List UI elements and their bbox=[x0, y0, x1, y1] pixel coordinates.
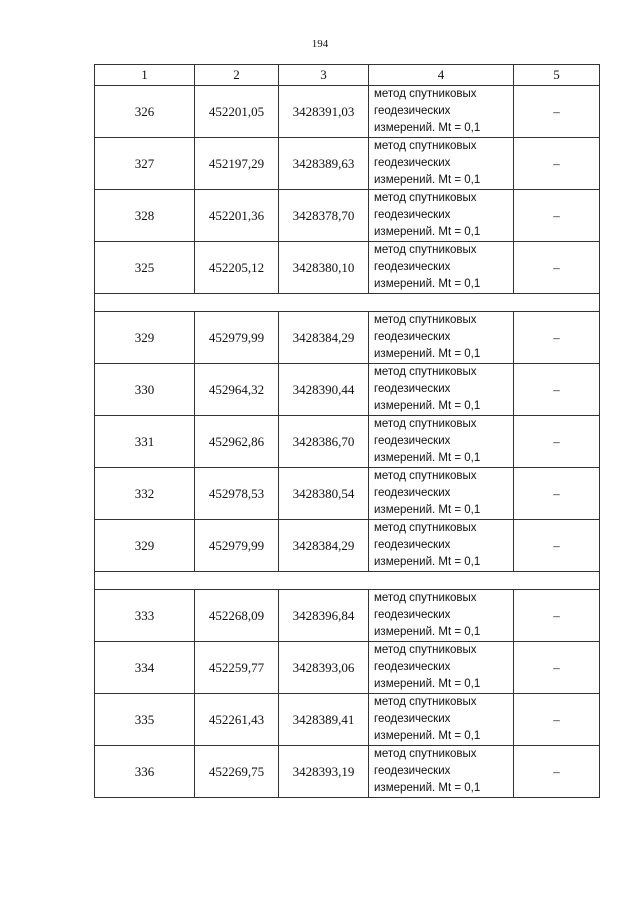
point-number-cell: 332 bbox=[95, 468, 195, 520]
y-coordinate-cell: 3428389,63 bbox=[279, 138, 369, 190]
method-line: метод спутниковых bbox=[374, 418, 477, 430]
method-cell bbox=[369, 642, 514, 694]
method-line: метод спутниковых bbox=[374, 192, 477, 204]
method-line: геодезических bbox=[374, 609, 451, 621]
x-coordinate-cell: 452261,43 bbox=[195, 694, 279, 746]
note-cell: – bbox=[514, 364, 600, 416]
table-body bbox=[95, 86, 600, 798]
method-line: геодезических bbox=[374, 435, 451, 447]
table-row bbox=[95, 520, 600, 572]
y-coordinate-cell: 3428380,54 bbox=[279, 468, 369, 520]
x-coordinate-cell: 452979,99 bbox=[195, 312, 279, 364]
method-cell bbox=[369, 416, 514, 468]
method-line: измерений. Mt = 0,1 bbox=[374, 174, 481, 186]
method-cell bbox=[369, 190, 514, 242]
method-line: метод спутниковых bbox=[374, 88, 477, 100]
method-line: метод спутниковых bbox=[374, 748, 477, 760]
header-col-3: 3 bbox=[279, 65, 369, 86]
x-coordinate-cell: 452201,36 bbox=[195, 190, 279, 242]
table-row bbox=[95, 312, 600, 364]
method-line: метод спутниковых bbox=[374, 592, 477, 604]
separator-cell bbox=[95, 294, 600, 312]
method-line: измерений. Mt = 0,1 bbox=[374, 782, 481, 794]
method-line: геодезических bbox=[374, 383, 451, 395]
x-coordinate-cell: 452979,99 bbox=[195, 520, 279, 572]
y-coordinate-cell: 3428391,03 bbox=[279, 86, 369, 138]
method-line: измерений. Mt = 0,1 bbox=[374, 122, 481, 134]
table-row bbox=[95, 364, 600, 416]
method-cell bbox=[369, 242, 514, 294]
method-line: метод спутниковых bbox=[374, 644, 477, 656]
table-row bbox=[95, 694, 600, 746]
x-coordinate-cell: 452259,77 bbox=[195, 642, 279, 694]
page-number: 194 bbox=[311, 38, 329, 50]
method-line: измерений. Mt = 0,1 bbox=[374, 504, 481, 516]
point-number-cell: 326 bbox=[95, 86, 195, 138]
method-line: измерений. Mt = 0,1 bbox=[374, 678, 481, 690]
note-cell: – bbox=[514, 190, 600, 242]
method-cell bbox=[369, 694, 514, 746]
x-coordinate-cell: 452269,75 bbox=[195, 746, 279, 798]
table-row bbox=[95, 468, 600, 520]
method-line: измерений. Mt = 0,1 bbox=[374, 278, 481, 290]
coordinates-table bbox=[94, 64, 600, 798]
y-coordinate-cell: 3428384,29 bbox=[279, 312, 369, 364]
x-coordinate-cell: 452205,12 bbox=[195, 242, 279, 294]
note-cell: – bbox=[514, 416, 600, 468]
method-line: измерений. Mt = 0,1 bbox=[374, 452, 481, 464]
table-row bbox=[95, 590, 600, 642]
table-row bbox=[95, 190, 600, 242]
group-separator bbox=[95, 572, 600, 590]
table-row bbox=[95, 86, 600, 138]
note-cell: – bbox=[514, 590, 600, 642]
method-line: измерений. Mt = 0,1 bbox=[374, 626, 481, 638]
method-line: измерений. Mt = 0,1 bbox=[374, 400, 481, 412]
method-cell bbox=[369, 138, 514, 190]
note-cell: – bbox=[514, 642, 600, 694]
point-number-cell: 325 bbox=[95, 242, 195, 294]
table-row bbox=[95, 138, 600, 190]
note-cell: – bbox=[514, 694, 600, 746]
table-header bbox=[95, 65, 600, 86]
method-line: метод спутниковых bbox=[374, 140, 477, 152]
note-cell: – bbox=[514, 138, 600, 190]
table-row bbox=[95, 746, 600, 798]
point-number-cell: 327 bbox=[95, 138, 195, 190]
method-cell bbox=[369, 312, 514, 364]
method-line: метод спутниковых bbox=[374, 244, 477, 256]
method-line: метод спутниковых bbox=[374, 522, 477, 534]
method-cell bbox=[369, 468, 514, 520]
method-cell bbox=[369, 364, 514, 416]
point-number-cell: 329 bbox=[95, 520, 195, 572]
method-line: геодезических bbox=[374, 209, 451, 221]
method-line: метод спутниковых bbox=[374, 696, 477, 708]
x-coordinate-cell: 452197,29 bbox=[195, 138, 279, 190]
method-line: геодезических bbox=[374, 765, 451, 777]
method-line: измерений. Mt = 0,1 bbox=[374, 348, 481, 360]
header-col-4: 4 bbox=[369, 65, 514, 86]
table-row bbox=[95, 642, 600, 694]
point-number-cell: 330 bbox=[95, 364, 195, 416]
note-cell: – bbox=[514, 468, 600, 520]
method-line: геодезических bbox=[374, 331, 451, 343]
header-col-5: 5 bbox=[514, 65, 600, 86]
note-cell: – bbox=[514, 242, 600, 294]
y-coordinate-cell: 3428393,06 bbox=[279, 642, 369, 694]
method-line: геодезических bbox=[374, 157, 451, 169]
point-number-cell: 328 bbox=[95, 190, 195, 242]
x-coordinate-cell: 452962,86 bbox=[195, 416, 279, 468]
method-line: геодезических bbox=[374, 661, 451, 673]
method-cell bbox=[369, 86, 514, 138]
point-number-cell: 335 bbox=[95, 694, 195, 746]
method-cell bbox=[369, 520, 514, 572]
method-cell bbox=[369, 746, 514, 798]
note-cell: – bbox=[514, 746, 600, 798]
x-coordinate-cell: 452978,53 bbox=[195, 468, 279, 520]
method-line: метод спутниковых bbox=[374, 366, 477, 378]
method-line: геодезических bbox=[374, 261, 451, 273]
method-line: геодезических bbox=[374, 487, 451, 499]
y-coordinate-cell: 3428389,41 bbox=[279, 694, 369, 746]
y-coordinate-cell: 3428378,70 bbox=[279, 190, 369, 242]
note-cell: – bbox=[514, 86, 600, 138]
y-coordinate-cell: 3428396,84 bbox=[279, 590, 369, 642]
point-number-cell: 336 bbox=[95, 746, 195, 798]
table-row bbox=[95, 242, 600, 294]
separator-cell bbox=[95, 572, 600, 590]
method-line: измерений. Mt = 0,1 bbox=[374, 226, 481, 238]
point-number-cell: 329 bbox=[95, 312, 195, 364]
table-row bbox=[95, 416, 600, 468]
x-coordinate-cell: 452268,09 bbox=[195, 590, 279, 642]
y-coordinate-cell: 3428393,19 bbox=[279, 746, 369, 798]
y-coordinate-cell: 3428380,10 bbox=[279, 242, 369, 294]
header-row bbox=[95, 65, 600, 86]
header-col-1: 1 bbox=[95, 65, 195, 86]
x-coordinate-cell: 452964,32 bbox=[195, 364, 279, 416]
point-number-cell: 333 bbox=[95, 590, 195, 642]
note-cell: – bbox=[514, 520, 600, 572]
method-cell bbox=[369, 590, 514, 642]
method-line: геодезических bbox=[374, 713, 451, 725]
point-number-cell: 331 bbox=[95, 416, 195, 468]
point-number-cell: 334 bbox=[95, 642, 195, 694]
note-cell: – bbox=[514, 312, 600, 364]
y-coordinate-cell: 3428390,44 bbox=[279, 364, 369, 416]
x-coordinate-cell: 452201,05 bbox=[195, 86, 279, 138]
header-col-2: 2 bbox=[195, 65, 279, 86]
y-coordinate-cell: 3428386,70 bbox=[279, 416, 369, 468]
group-separator bbox=[95, 294, 600, 312]
method-line: метод спутниковых bbox=[374, 314, 477, 326]
y-coordinate-cell: 3428384,29 bbox=[279, 520, 369, 572]
method-line: измерений. Mt = 0,1 bbox=[374, 556, 481, 568]
method-line: метод спутниковых bbox=[374, 470, 477, 482]
method-line: геодезических bbox=[374, 105, 451, 117]
method-line: измерений. Mt = 0,1 bbox=[374, 730, 481, 742]
method-line: геодезических bbox=[374, 539, 451, 551]
